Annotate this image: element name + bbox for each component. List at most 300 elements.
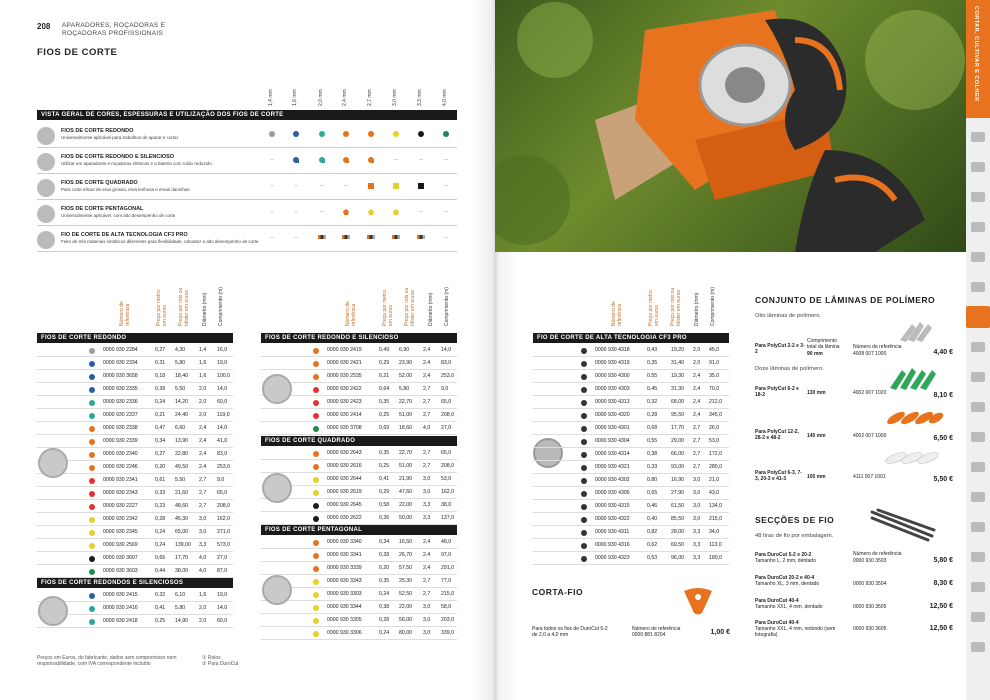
length: 14,0 [217,425,228,431]
length: 203,0 [441,617,454,623]
table-row [261,601,457,614]
diameter: 3,0 [693,503,701,509]
table-row [533,539,729,552]
price-per-roll: 25,30 [399,578,412,584]
color-swatch [313,490,319,496]
price-footnote: Preços em Euros, do fabricante, dados sem compromisso nem responsabilidade, com IVA correspondente incluído [37,655,177,667]
color-marker [368,209,374,215]
side-tab-active[interactable] [966,0,990,118]
color-marker [293,131,299,137]
color-swatch [581,543,587,549]
side-nav-icon[interactable] [971,552,985,562]
diameter: 3,3 [423,515,431,521]
polymer-title: CONJUNTO DE LÂMINAS DE POLÍMERO [755,295,936,305]
diameter: 2,7 [693,464,701,470]
overview-row [37,124,457,148]
length: 212,0 [709,399,722,405]
price-per-roll: 4,30 [175,347,186,353]
table-row [261,627,457,640]
side-nav-icon[interactable] [971,642,985,652]
price-per-meter: 0,41 [379,476,390,482]
ref-number: 0000 930 2339 [103,438,138,444]
price-per-meter: 0,46 [647,503,658,509]
color-swatch [313,426,319,432]
diameter: 2,7 [423,591,431,597]
length: 134,0 [709,503,722,509]
ref-number: 0000 930 4305 [595,490,630,496]
diameter: 3,0 [423,617,431,623]
length: 16,0 [217,347,228,353]
diameter: 2,7 [693,438,701,444]
table-row [533,383,729,396]
length: 339,0 [441,630,454,636]
color-swatch [581,478,587,484]
length: 9,0 [217,477,225,483]
length: 34,0 [709,529,720,535]
section-item-name: Para DuroCut 20-2 e 40-4 [755,575,815,581]
side-nav-icon[interactable] [971,492,985,502]
side-nav-icon[interactable] [971,522,985,532]
ref-number: 0000 930 2645 [327,502,362,508]
ref-number: 0000 930 2416 [103,605,138,611]
length: 65,0 [441,450,452,456]
table-row [261,370,457,383]
color-swatch [313,631,319,637]
blade-image-green [888,366,944,392]
length: 48,0 [441,539,452,545]
color-swatch [313,348,319,354]
diameter: 3,0 [423,476,431,482]
overview-cell [390,209,402,217]
length: 43,0 [709,490,720,496]
overview-cell: – [294,183,298,189]
price-per-meter: 0,31 [155,360,166,366]
ref-number: 0000 930 4302 [595,477,630,483]
diameter: 2,4 [199,451,207,457]
page-number: 208 [37,22,51,31]
side-nav-icon[interactable] [971,372,985,382]
overview-cell [365,183,377,191]
price-per-meter: 0,28 [647,412,658,418]
diameter: 2,7 [423,578,431,584]
page-title: FIOS DE CORTE [37,47,118,58]
polymer-item-ref: 4002 007 1000 [853,433,887,439]
column-header: Diâmetro (mm) [694,292,700,326]
cortafio-col-ref: Número de referência [632,626,681,632]
ref-number: 0000 930 3343 [327,578,362,584]
ref-number: 0000 930 2421 [327,360,362,366]
line-type-icon [262,473,292,503]
diameter: 2,7 [693,425,701,431]
table-row [533,513,729,526]
price-per-meter: 0,49 [379,347,390,353]
overview-cell [316,131,328,139]
price-per-roll: 52,50 [399,591,412,597]
ref-number: 0000 930 4314 [595,451,630,457]
overview-cell: – [294,209,298,215]
price-per-roll: 5,80 [175,605,186,611]
color-marker [319,157,325,163]
color-swatch [581,374,587,380]
price-per-roll: 5,50 [175,386,186,392]
sections-sub: 48 tiras de fio por embalagem. [755,533,834,539]
color-swatch [313,618,319,624]
color-swatch [89,517,95,523]
price-per-roll: 26,70 [399,552,412,558]
column-header: Número de referência [611,301,623,326]
price-per-meter: 0,28 [379,617,390,623]
color-swatch [581,400,587,406]
price-per-roll: 19,30 [671,373,684,379]
diameter: 2,7 [423,412,431,418]
round-table-title: FIOS DE CORTE REDONDO [37,333,233,343]
table-row [37,396,233,409]
length: 87,0 [217,568,228,574]
ref-number: 0000 930 3305 [327,617,362,623]
length: 271,0 [217,529,230,535]
price-per-roll: 31,30 [671,386,684,392]
diameter: 3,0 [199,516,207,522]
price-per-meter: 0,24 [155,399,166,405]
table-row [37,552,233,565]
overview-row [37,150,457,174]
price-per-roll: 5,80 [175,360,186,366]
diameter: 3,0 [423,489,431,495]
price-per-roll: 69,50 [671,542,684,548]
section-item-desc: Tamanho XXL, 4 mm, redondo (sem fotografia) [755,626,836,638]
color-swatch [89,569,95,575]
price-per-roll: 21,90 [399,476,412,482]
price-per-meter: 0,27 [155,451,166,457]
price-per-meter: 0,43 [647,347,658,353]
price-per-meter: 0,65 [647,490,658,496]
price-per-meter: 0,34 [379,539,390,545]
column-header: Número de referência [119,301,131,326]
length: 14,0 [217,605,228,611]
length: 119,0 [217,412,230,418]
price-per-roll: 29,00 [671,438,684,444]
price-per-meter: 0,20 [155,464,166,470]
overview-cell [390,131,402,139]
diameter-header: 3,0 mm [392,89,398,106]
footnote-durocut: ② Para DuroCut [202,661,239,667]
section-title: APARADORES, ROÇADORAS E ROÇADORAS PROFISSIONAIS [62,22,166,37]
diameter: 2,4 [693,412,701,418]
table-row [261,357,457,370]
price-per-meter: 0,82 [647,529,658,535]
table-row [533,396,729,409]
polymer-item-ref: 4008 007 1000 [853,351,887,357]
diameter: 2,4 [693,386,701,392]
table-row [533,474,729,487]
overview-cell: – [344,183,348,189]
table-row [37,565,233,578]
polymer-item-price: 4,40 € [933,349,953,356]
overview-cell [365,131,377,139]
price-per-meter: 0,61 [155,477,166,483]
length: 65,0 [441,399,452,405]
ref-number: 0000 930 2345 [103,529,138,535]
column-header: Número de referência [345,301,357,326]
length: 253,0 [441,373,454,379]
length: 19,0 [217,592,228,598]
ref-number: 0000 930 2569 [103,542,138,548]
color-swatch [313,374,319,380]
polymer-item-name: Para PolyCut 2-2 e 3-2 [755,343,805,355]
round-silent2-table-title: FIOS DE CORTE REDONDO E SILENCIOSO [261,333,457,343]
overview-cell: – [419,209,423,215]
price-per-meter: 0,44 [155,568,166,574]
price-per-roll: 5,50 [175,477,186,483]
price-per-roll: 6,10 [175,592,186,598]
table-row [261,344,457,357]
side-tab-label: CORTAR, CULTIVAR E COLHER [973,6,979,102]
length: 291,0 [441,565,454,571]
ref-number: 0000 930 3341 [327,552,362,558]
color-swatch [89,504,95,510]
length: 208,0 [441,412,454,418]
price-per-meter: 0,80 [647,477,658,483]
cf3-table-title: FIO DE CORTE DE ALTA TECNOLOGIA CF3 PRO [533,333,729,343]
color-marker [418,131,424,137]
overview-cell [340,235,352,241]
ref-number: 0000 930 2415 [103,592,138,598]
length: 14,0 [441,347,452,353]
table-row [37,422,233,435]
ref-number: 0000 930 4304 [595,438,630,444]
color-swatch [313,361,319,367]
ref-number: 0000 930 4323 [595,555,630,561]
table-row [261,447,457,460]
ref-number: 0000 930 2423 [327,399,362,405]
price-per-roll: 49,50 [175,464,188,470]
length: 83,0 [217,451,228,457]
price-per-meter: 0,36 [379,515,390,521]
price-per-meter: 0,69 [379,425,390,431]
table-row [37,409,233,422]
diameter: 2,0 [693,360,701,366]
overview-cell: – [444,209,448,215]
table-row [37,487,233,500]
ref-number: 0000 930 2418 [103,618,138,624]
side-nav-icon[interactable] [971,192,985,202]
column-header: Diâmetro (mm) [428,292,434,326]
color-swatch [89,593,95,599]
section-item-desc: Tamanho XXL, 4 mm, dentado [755,604,823,610]
price-per-roll: 50,00 [399,515,412,521]
color-swatch [313,451,319,457]
ref-number: 0000 930 3340 [327,539,362,545]
color-swatch [89,543,95,549]
length: 208,0 [217,503,230,509]
side-nav-icon[interactable] [971,132,985,142]
color-marker [343,131,349,137]
color-swatch [313,540,319,546]
length: 345,0 [709,412,722,418]
ref-number: 0000 930 2414 [327,412,362,418]
polymer-item-length: 145 mm [807,433,826,439]
overview-cell [340,157,352,165]
price-per-roll: 65,00 [175,529,188,535]
length: 215,0 [441,591,454,597]
price-per-roll: 31,40 [671,360,684,366]
price-per-meter: 0,32 [647,399,658,405]
overview-cell: – [270,183,274,189]
ref-number: 0000 930 2342 [103,516,138,522]
side-nav-icon[interactable] [971,402,985,412]
ref-number: 0000 930 4318 [595,347,630,353]
side-nav-icon[interactable] [971,612,985,622]
length: 97,0 [441,552,452,558]
polymer-col-ref: Número de referência [853,344,902,350]
price-per-meter: 0,38 [379,604,390,610]
color-swatch [89,374,95,380]
length: 53,0 [709,438,720,444]
price-per-roll: 18,60 [399,425,412,431]
overview-cell: – [444,183,448,189]
price-per-roll: 51,00 [399,463,412,469]
price-per-roll: 16,50 [399,539,412,545]
ref-number: 0000 930 4322 [595,516,630,522]
color-swatch [313,553,319,559]
diameter-header: 2,4 mm [342,89,348,106]
length: 27,0 [441,425,452,431]
side-nav-icon[interactable] [971,432,985,442]
cortafio-price: 1,00 € [710,629,730,636]
price-per-roll: 19,20 [671,347,684,353]
column-header: Comprimento (m) [218,287,224,326]
price-per-meter: 0,35 [379,399,390,405]
ref-number: 0000 930 2643 [327,450,362,456]
diameter: 2,7 [423,399,431,405]
length: 162,0 [441,489,454,495]
polymer-item-name: Para PolyCut 6-2 e 18-2 [755,386,799,398]
length: 19,0 [217,360,228,366]
diameter-header: 2,7 mm [367,89,373,106]
section-item-name: Para DuroCut 40-4 [755,620,799,626]
line-type-icon [38,596,68,626]
overview-row [37,202,457,226]
overview-cell [440,131,452,139]
ref-number: 0000 930 3303 [327,591,362,597]
color-swatch [581,387,587,393]
polymer-col-length: Comprimento total da lâmina [807,338,840,350]
overview-cell: – [320,209,324,215]
price-per-meter: 0,29 [379,489,390,495]
price-per-roll: 5,80 [399,386,410,392]
color-swatch [313,605,319,611]
color-swatch [313,592,319,598]
diameter: 2,4 [199,464,207,470]
price-per-roll: 22,00 [399,502,412,508]
diameter-header: 4,0 mm [442,89,448,106]
overview-row-desc: Universalmente aplicável, com alto desempenho de corte [61,213,176,218]
diameter: 3,0 [693,490,701,496]
cortafio-image [678,585,718,617]
color-swatch [313,566,319,572]
side-nav-icon[interactable] [971,252,985,262]
table-row [261,549,457,562]
color-swatch [313,464,319,470]
length: 137,0 [441,515,454,521]
color-marker [368,183,374,189]
price-per-meter: 0,45 [647,386,658,392]
square-table-title: FIOS DE CORTE QUADRADO [261,436,457,446]
overview-cell [365,209,377,217]
polymer-item-length: 90 mm [807,351,823,357]
price-per-meter: 0,29 [379,360,390,366]
polymer-item-ref: 4111 007 1001 [853,474,886,480]
diameter: 2,4 [693,399,701,405]
wire-sections-image [868,508,938,544]
diameter: 3,0 [423,604,431,610]
section-item-price: 5,80 € [933,557,953,564]
diameter: 1,6 [199,360,207,366]
diameter: 2,0 [199,412,207,418]
side-nav-icon[interactable] [971,162,985,172]
cortafio-desc: Para todos os fios de DuroCut 5-2 de 2,0 a 4,0 mm [532,626,608,638]
ref-number: 0000 930 2340 [103,451,138,457]
side-nav-icon[interactable] [971,282,985,292]
ref-number: 0000 930 4319 [595,360,630,366]
ref-number: 0000 930 2246 [103,464,138,470]
color-swatch [313,387,319,393]
price-per-roll: 80,00 [399,630,412,636]
diameter: 2,4 [423,373,431,379]
ref-number: 0000 930 2334 [103,360,138,366]
color-swatch [313,477,319,483]
line-type-icon [37,179,55,197]
price-per-meter: 0,68 [647,425,658,431]
column-header: Preço por metro em euros [382,290,394,326]
side-nav-icon[interactable] [971,582,985,592]
line-type-icon [262,374,292,404]
ref-number: 0000 930 4321 [595,464,630,470]
column-header: Preço por rolo ou blíster em euros [404,287,416,326]
side-nav-icon[interactable] [971,462,985,472]
price-per-roll: 17,70 [175,555,188,561]
price-per-meter: 0,25 [155,618,166,624]
polymer-item-length: 105 mm [807,474,826,480]
color-swatch [581,413,587,419]
price-per-meter: 0,55 [647,438,658,444]
ref-number: 0000 930 4303 [595,386,630,392]
price-per-meter: 0,18 [155,373,166,379]
table-row [37,383,233,396]
polymer-item-price: 5,50 € [933,476,953,483]
price-per-meter: 0,40 [647,516,658,522]
side-nav-icon[interactable] [971,222,985,232]
length: 77,0 [441,578,452,584]
price-per-meter: 0,27 [155,347,166,353]
overview-cell: – [294,235,298,241]
length: 172,0 [709,451,722,457]
length: 70,0 [709,386,720,392]
length: 21,0 [709,477,720,483]
ref-number: 0000 930 2341 [103,477,138,483]
price-per-roll: 28,00 [671,529,684,535]
ref-number: 0000 930 4311 [595,529,630,535]
table-row [533,448,729,461]
table-row [261,396,457,409]
side-nav-icon[interactable] [966,306,990,328]
overview-cell [290,131,302,139]
side-nav-icon[interactable] [971,342,985,352]
section-item-ref: 0000 930 3504 [853,581,887,587]
price-per-roll: 93,00 [671,464,684,470]
ref-number: 0000 930 2335 [103,386,138,392]
color-swatch [89,413,95,419]
